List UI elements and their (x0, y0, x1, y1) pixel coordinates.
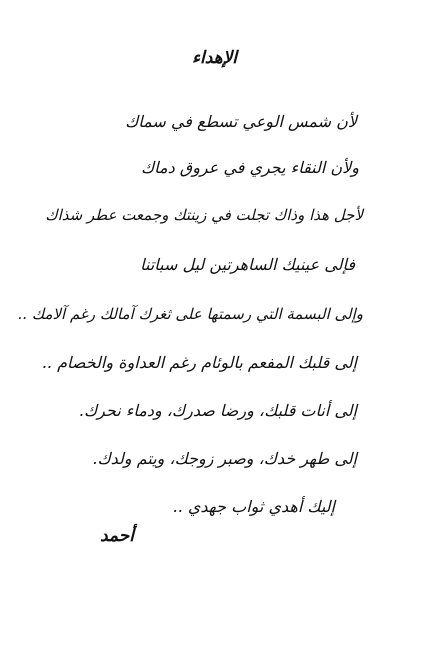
verse-line-8: إلى طهر خدك، وصبر زوجك، ويتم ولدك. (92, 449, 357, 468)
verse-line-2: ولأن النقاء يجري في عروق دماك (140, 158, 359, 177)
page-title: الإهداء (191, 48, 238, 68)
verse-line-1: لأن شمس الوعي تسطع في سماك (125, 112, 357, 131)
verse-line-3: لأجل هذا وذاك تجلت في زينتك وجمعت عطر شذاك (45, 206, 363, 224)
verse-line-7: إلى أنات قلبك، ورضا صدرك، ودماء نحرك. (78, 401, 357, 420)
verse-line-4: فإلى عينيك الساهرتين ليل سباتنا (140, 255, 355, 274)
verse-line-5: وإلى البسمة التي رسمتها على ثغرك آمالك رغم آلامك .. (17, 305, 363, 323)
verse-line-6: إلى قلبك المفعم بالوئام رغم العداوة والخصام .. (41, 353, 357, 372)
signature: أحمد (100, 526, 134, 546)
verse-line-9: إليك أهدي ثواب جهدي .. (172, 497, 335, 516)
